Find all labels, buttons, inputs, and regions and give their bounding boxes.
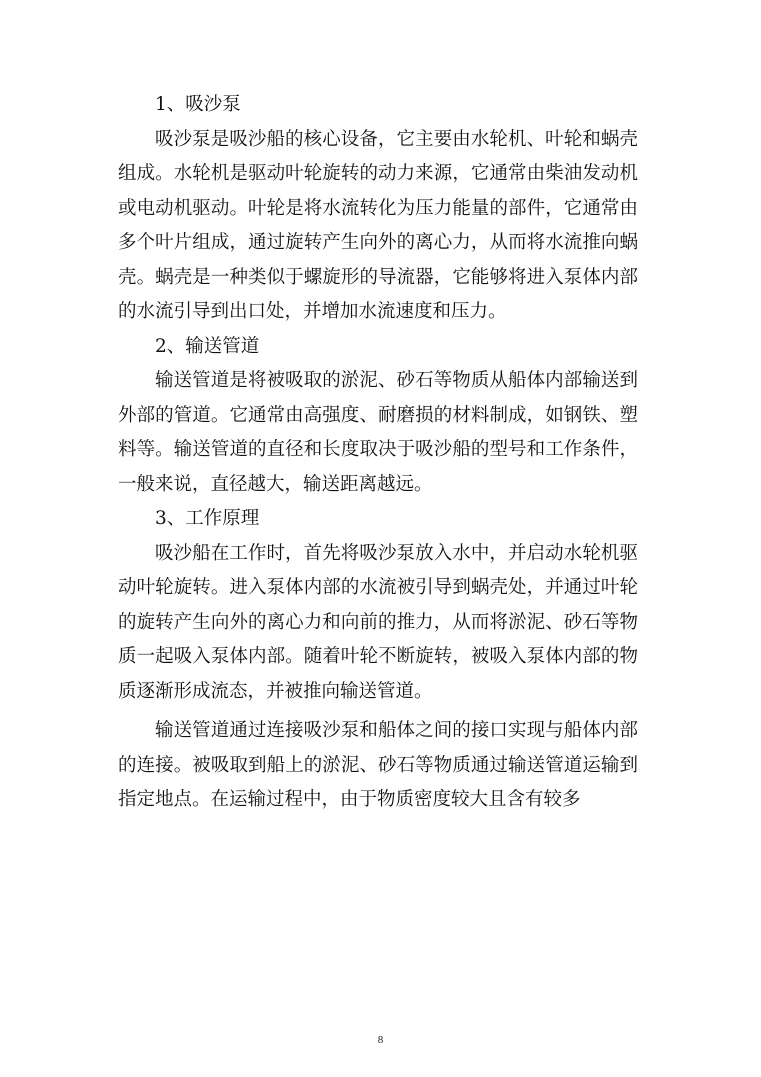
section-heading-suction-pump: 1、吸沙泵 bbox=[155, 94, 241, 115]
paragraph-working-principle: 吸沙船在工作时，首先将吸沙泵放入水中，并启动水轮机驱动叶轮旋转。进入泵体内部的水流被引导到蜗壳处，并通过叶轮的旋转产生向外的离心力和向前的推力，从而将淤泥、砂石等物质一起吸入泵体内部。随着叶轮不断旋转，被吸入泵体内部的物质逐渐形成流态，并被推向输送管道。 bbox=[118, 542, 638, 702]
section-heading-working-principle: 3、工作原理 bbox=[155, 508, 260, 529]
paragraph-pipeline-connection: 输送管道通过连接吸沙泵和船体之间的接口实现与船体内部的连接。被吸取到船上的淤泥、砂石等物质通过输送管道运输到指定地点。在运输过程中，由于物质密度较大且含有较多 bbox=[118, 720, 638, 810]
page-number: 8 bbox=[377, 1034, 384, 1046]
section-heading-pipeline: 2、输送管道 bbox=[155, 335, 260, 357]
paragraph-pipeline: 输送管道是将被吸取的淤泥、砂石等物质从船体内部输送到外部的管道。它通常由高强度、耐磨损的材料制成，如钢铁、塑料等。输送管道的直径和长度取决于吸沙船的型号和工作条件，一般来说，直径越大，输送距离越远。 bbox=[118, 370, 638, 495]
document-body bbox=[118, 88, 638, 818]
paragraph-suction-pump: 吸沙泵是吸沙船的核心设备，它主要由水轮机、叶轮和蜗壳组成。水轮机是驱动叶轮旋转的动力来源，它通常由柴油发动机或电动机驱动。叶轮是将水流转化为压力能量的部件，它通常由多个叶片组成，通过旋转产生向外的离心力，从而将水流推向蜗壳。蜗壳是一种类似于螺旋形的导流器，它能够将进入泵体内部的水流引导到出口处，并增加水流速度和压力。 bbox=[118, 128, 638, 322]
